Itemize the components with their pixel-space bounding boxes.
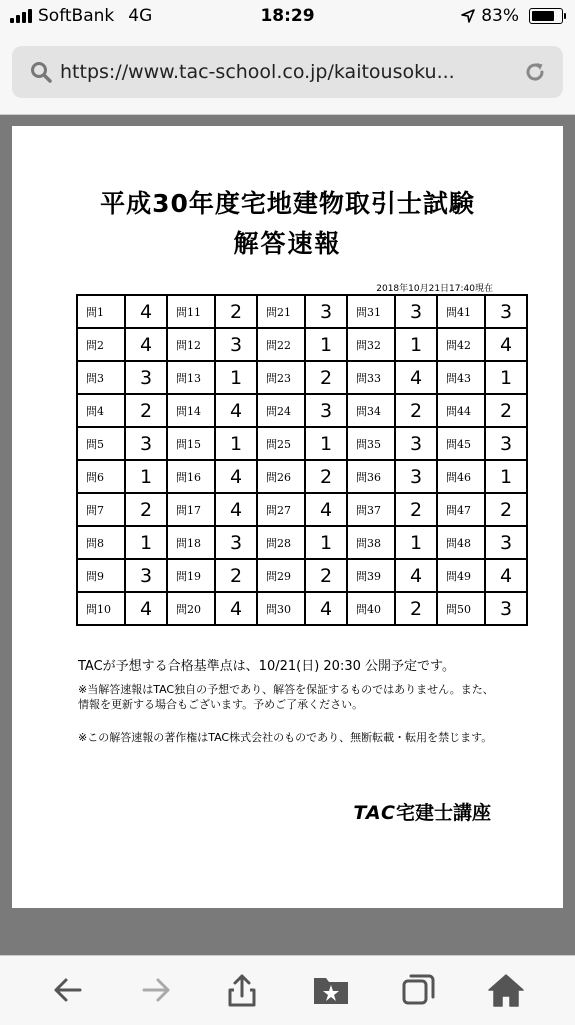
answer-row <box>77 394 527 427</box>
question-number: 問44 <box>437 394 485 427</box>
answer-row <box>77 460 527 493</box>
answer-value: 3 <box>125 427 167 460</box>
question-number: 問40 <box>347 592 395 625</box>
answer-row <box>77 526 527 559</box>
question-number: 問36 <box>347 460 395 493</box>
answer-value: 2 <box>305 460 347 493</box>
question-number: 問10 <box>77 592 125 625</box>
answer-value: 3 <box>485 295 527 328</box>
answer-row <box>77 328 527 361</box>
question-number: 問21 <box>257 295 305 328</box>
question-number: 問32 <box>347 328 395 361</box>
answer-value: 2 <box>395 493 437 526</box>
answer-row <box>77 295 527 328</box>
question-number: 問43 <box>437 361 485 394</box>
answer-value: 2 <box>485 394 527 427</box>
question-number: 問29 <box>257 559 305 592</box>
brand-course: 宅建士講座 <box>395 802 491 824</box>
answer-value: 1 <box>125 526 167 559</box>
passing-score-note: TACが予想する合格基準点は、10/21(日) 20:30 公開予定です。 <box>78 659 455 674</box>
location-arrow-icon <box>461 9 475 23</box>
answer-value: 2 <box>305 559 347 592</box>
browser-header <box>0 34 575 115</box>
search-icon <box>30 61 52 83</box>
question-number: 問35 <box>347 427 395 460</box>
question-number: 問7 <box>77 493 125 526</box>
answer-value: 2 <box>395 394 437 427</box>
answer-value: 3 <box>215 526 257 559</box>
question-number: 問41 <box>437 295 485 328</box>
question-number: 問15 <box>167 427 215 460</box>
question-number: 問22 <box>257 328 305 361</box>
question-number: 問20 <box>167 592 215 625</box>
question-number: 問18 <box>167 526 215 559</box>
clock: 18:29 <box>260 6 315 26</box>
answer-value: 2 <box>485 493 527 526</box>
answer-value: 3 <box>125 361 167 394</box>
document-subtitle: 解答速報 <box>233 229 342 258</box>
answer-value: 3 <box>395 427 437 460</box>
question-number: 問14 <box>167 394 215 427</box>
question-number: 問2 <box>77 328 125 361</box>
answer-row <box>77 559 527 592</box>
answer-value: 1 <box>305 328 347 361</box>
answer-value: 3 <box>125 559 167 592</box>
answer-value: 3 <box>485 427 527 460</box>
question-number: 問45 <box>437 427 485 460</box>
browser-toolbar <box>0 955 575 1025</box>
answer-value: 4 <box>305 493 347 526</box>
home-icon[interactable] <box>486 972 526 1008</box>
answer-value: 4 <box>125 592 167 625</box>
question-number: 問25 <box>257 427 305 460</box>
answer-value: 3 <box>395 295 437 328</box>
answer-value: 1 <box>125 460 167 493</box>
address-bar[interactable] <box>12 46 563 98</box>
question-number: 問42 <box>437 328 485 361</box>
question-number: 問38 <box>347 526 395 559</box>
answer-value: 1 <box>485 361 527 394</box>
answer-value: 2 <box>305 361 347 394</box>
question-number: 問13 <box>167 361 215 394</box>
answer-value: 4 <box>125 295 167 328</box>
battery-icon <box>529 8 563 24</box>
answer-value: 3 <box>305 295 347 328</box>
carrier-name: SoftBank <box>38 6 115 26</box>
question-number: 問1 <box>77 295 125 328</box>
answer-value: 3 <box>395 460 437 493</box>
answer-value: 4 <box>215 394 257 427</box>
answer-value: 1 <box>305 427 347 460</box>
question-number: 問34 <box>347 394 395 427</box>
status-bar <box>0 0 575 34</box>
answer-value: 4 <box>305 592 347 625</box>
question-number: 問33 <box>347 361 395 394</box>
answer-value: 4 <box>395 559 437 592</box>
answer-value: 2 <box>125 394 167 427</box>
question-number: 問11 <box>167 295 215 328</box>
question-number: 問12 <box>167 328 215 361</box>
answer-value: 1 <box>395 526 437 559</box>
answer-table <box>76 294 528 626</box>
answer-value: 2 <box>215 559 257 592</box>
battery-percent: 83% <box>481 6 519 26</box>
brand-logo <box>353 798 491 825</box>
answer-value: 2 <box>395 592 437 625</box>
question-number: 問30 <box>257 592 305 625</box>
tabs-icon[interactable] <box>398 972 438 1008</box>
question-number: 問8 <box>77 526 125 559</box>
answer-row <box>77 427 527 460</box>
network-type: 4G <box>128 6 153 26</box>
question-number: 問26 <box>257 460 305 493</box>
answer-value: 2 <box>215 295 257 328</box>
question-number: 問31 <box>347 295 395 328</box>
answer-row <box>77 361 527 394</box>
answer-value: 3 <box>485 592 527 625</box>
question-number: 問28 <box>257 526 305 559</box>
share-icon[interactable] <box>222 972 262 1008</box>
question-number: 問4 <box>77 394 125 427</box>
question-number: 問23 <box>257 361 305 394</box>
question-number: 問17 <box>167 493 215 526</box>
answer-row <box>77 592 527 625</box>
url-text[interactable]: https://www.tac-school.co.jp/kaitousoku... <box>60 61 455 83</box>
question-number: 問3 <box>77 361 125 394</box>
answer-value: 1 <box>305 526 347 559</box>
answer-value: 4 <box>215 592 257 625</box>
answer-value: 4 <box>485 559 527 592</box>
answer-document <box>12 126 563 908</box>
copyright-note: ※この解答速報の著作権はTAC株式会社のものであり、無断転載・転用を禁じます。 <box>78 731 493 744</box>
answer-value: 3 <box>485 526 527 559</box>
question-number: 問48 <box>437 526 485 559</box>
answer-value: 4 <box>215 493 257 526</box>
disclaimer-note: ※当解答速報はTAC独自の予想であり、解答を保証するものではありません。また、情報を更新する場合もございます。予めご了承ください。 <box>78 683 494 711</box>
answer-value: 1 <box>215 361 257 394</box>
question-number: 問39 <box>347 559 395 592</box>
back-icon[interactable] <box>48 972 88 1008</box>
answer-value: 4 <box>395 361 437 394</box>
question-number: 問49 <box>437 559 485 592</box>
answer-row <box>77 493 527 526</box>
update-timestamp: 2018年10月21日17:40現在 <box>376 284 493 294</box>
answer-value: 1 <box>485 460 527 493</box>
question-number: 問19 <box>167 559 215 592</box>
answer-value: 3 <box>305 394 347 427</box>
question-number: 問24 <box>257 394 305 427</box>
forward-icon[interactable] <box>136 972 176 1008</box>
question-number: 問50 <box>437 592 485 625</box>
answer-value: 4 <box>215 460 257 493</box>
brand-tac: TAC <box>353 802 396 824</box>
answer-value: 4 <box>485 328 527 361</box>
question-number: 問47 <box>437 493 485 526</box>
document-title: 平成30年度宅地建物取引士試験 <box>100 189 475 218</box>
question-number: 問37 <box>347 493 395 526</box>
answer-value: 4 <box>125 328 167 361</box>
question-number: 問5 <box>77 427 125 460</box>
bookmarks-icon[interactable] <box>311 972 351 1008</box>
answer-value: 1 <box>215 427 257 460</box>
answer-value: 2 <box>125 493 167 526</box>
question-number: 問46 <box>437 460 485 493</box>
answer-value: 1 <box>395 328 437 361</box>
answer-value: 3 <box>215 328 257 361</box>
reload-icon[interactable] <box>523 60 547 84</box>
question-number: 問16 <box>167 460 215 493</box>
question-number: 問9 <box>77 559 125 592</box>
question-number: 問27 <box>257 493 305 526</box>
question-number: 問6 <box>77 460 125 493</box>
